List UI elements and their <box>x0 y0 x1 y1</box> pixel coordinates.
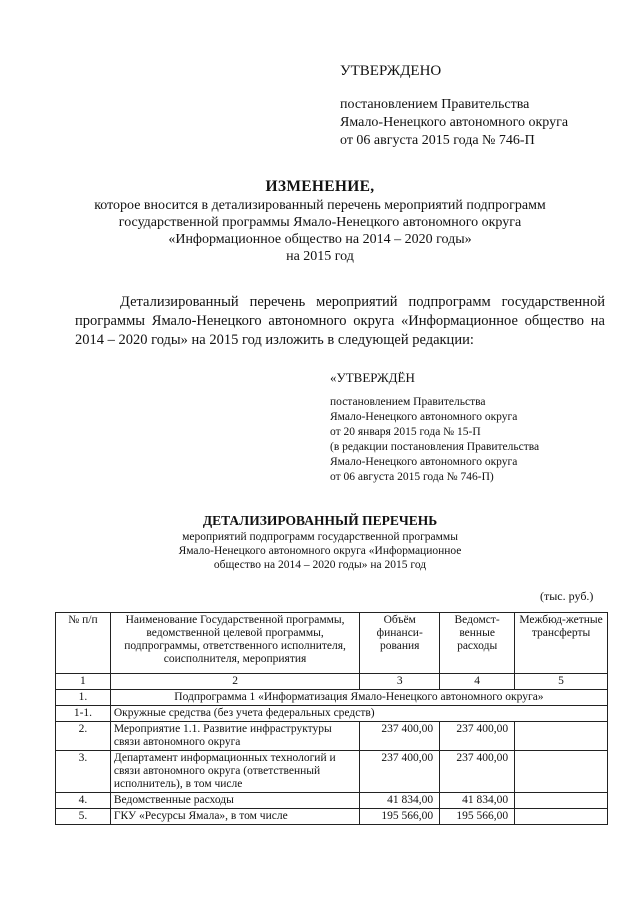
row-name: Мероприятие 1.1. Развитие инфраструктуры связи автономного округа <box>110 722 359 751</box>
table-row <box>56 793 608 809</box>
departmental-cell: 237 400,00 <box>440 722 515 751</box>
transfers-cell <box>515 751 608 793</box>
approval-line: Ямало-Ненецкого автономного округа <box>340 115 569 130</box>
approval2-line: (в редакции постановления Правительства <box>330 441 540 453</box>
amendment-subtitle <box>0 197 640 265</box>
financing-cell: 41 834,00 <box>360 793 440 809</box>
column-number: 5 <box>515 674 608 690</box>
row-name: ГКУ «Ресурсы Ямала», в том числе <box>110 809 359 825</box>
column-number: 4 <box>440 674 515 690</box>
approval-block-2 <box>330 370 539 485</box>
table-row <box>56 722 608 751</box>
row-number: 1-1. <box>56 706 111 722</box>
approval2-heading: «УТВЕРЖДЁН <box>330 370 415 385</box>
row-number: 3. <box>56 751 111 793</box>
column-number: 2 <box>110 674 359 690</box>
header-cell: № п/п <box>56 613 111 674</box>
subtitle-line: «Информационное общество на 2014 – 2020 годы» <box>168 232 472 247</box>
units-note: (тыс. руб.) <box>540 589 594 603</box>
section-row <box>56 706 608 722</box>
approval-line: от 06 августа 2015 года № 746-П <box>340 133 535 148</box>
approval2-line: Ямало-Ненецкого автономного округа <box>330 456 518 468</box>
subtitle-line: государственной программы Ямало-Ненецкого автономного округа <box>118 215 522 230</box>
subtitle-line: которое вносится в детализированный перечень мероприятий подпрограмм <box>94 198 546 213</box>
row-number: 5. <box>56 809 111 825</box>
financing-cell: 237 400,00 <box>360 722 440 751</box>
section-name: Окружные средства (без учета федеральных средств) <box>110 706 607 722</box>
financing-cell: 195 566,00 <box>360 809 440 825</box>
departmental-cell: 237 400,00 <box>440 751 515 793</box>
column-number: 3 <box>360 674 440 690</box>
approval-heading: УТВЕРЖДЕНО <box>340 63 442 79</box>
approval2-line: от 20 января 2015 года № 15-П <box>330 426 481 438</box>
approval2-line: Ямало-Ненецкого автономного округа <box>330 411 518 423</box>
list-subtitle-line: мероприятий подпрограмм государственной программы <box>182 531 458 543</box>
transfers-cell <box>515 809 608 825</box>
header-cell: Межбюд-жетные трансферты <box>515 613 608 674</box>
header-cell: Ведомст-венные расходы <box>440 613 515 674</box>
approval2-line: постановлением Правительства <box>330 396 486 408</box>
subprogram-row <box>56 690 608 706</box>
header-cell: Наименование Государственной программы, ведомственной целевой программы, подпрограммы, ответственного исполнителя, соисполнителя, мероприятия <box>110 613 359 674</box>
row-number: 1. <box>56 690 111 706</box>
column-number: 1 <box>56 674 111 690</box>
body-text: Детализированный перечень мероприятий подпрограмм государственной программы Ямало-Ненецкого автономного округа «Информационное общество на 2014 – 2020 годы» на 2015 год изложить в следующей редакции: <box>75 294 605 348</box>
departmental-cell: 41 834,00 <box>440 793 515 809</box>
approval-block <box>340 62 568 150</box>
transfers-cell <box>515 793 608 809</box>
column-number-row <box>56 674 608 690</box>
departmental-cell: 195 566,00 <box>440 809 515 825</box>
row-number: 2. <box>56 722 111 751</box>
row-number: 4. <box>56 793 111 809</box>
list-subtitle-line: общество на 2014 – 2020 годы» на 2015 год <box>213 559 427 571</box>
approval-line: постановлением Правительства <box>340 97 530 112</box>
body-paragraph <box>75 293 605 350</box>
list-subtitle-line: Ямало-Ненецкого автономного округа «Информационное <box>178 545 462 557</box>
measures-table <box>55 612 608 825</box>
table-header-row <box>56 613 608 674</box>
list-subtitle <box>0 530 640 572</box>
row-name: Департамент информационных технологий и связи автономного округа (ответственный исполнитель), в том числе <box>110 751 359 793</box>
subtitle-line: на 2015 год <box>286 249 354 264</box>
approval2-line: от 06 августа 2015 года № 746-П) <box>330 471 494 483</box>
amendment-title: ИЗМЕНЕНИЕ, <box>265 178 375 195</box>
header-cell: Объём финанси-рования <box>360 613 440 674</box>
row-name: Ведомственные расходы <box>110 793 359 809</box>
transfers-cell <box>515 722 608 751</box>
table-row <box>56 751 608 793</box>
table-row <box>56 809 608 825</box>
financing-cell: 237 400,00 <box>360 751 440 793</box>
list-title: ДЕТАЛИЗИРОВАННЫЙ ПЕРЕЧЕНЬ <box>202 513 438 528</box>
subprogram-name: Подпрограмма 1 «Информатизация Ямало-Ненецкого автономного округа» <box>110 690 607 706</box>
